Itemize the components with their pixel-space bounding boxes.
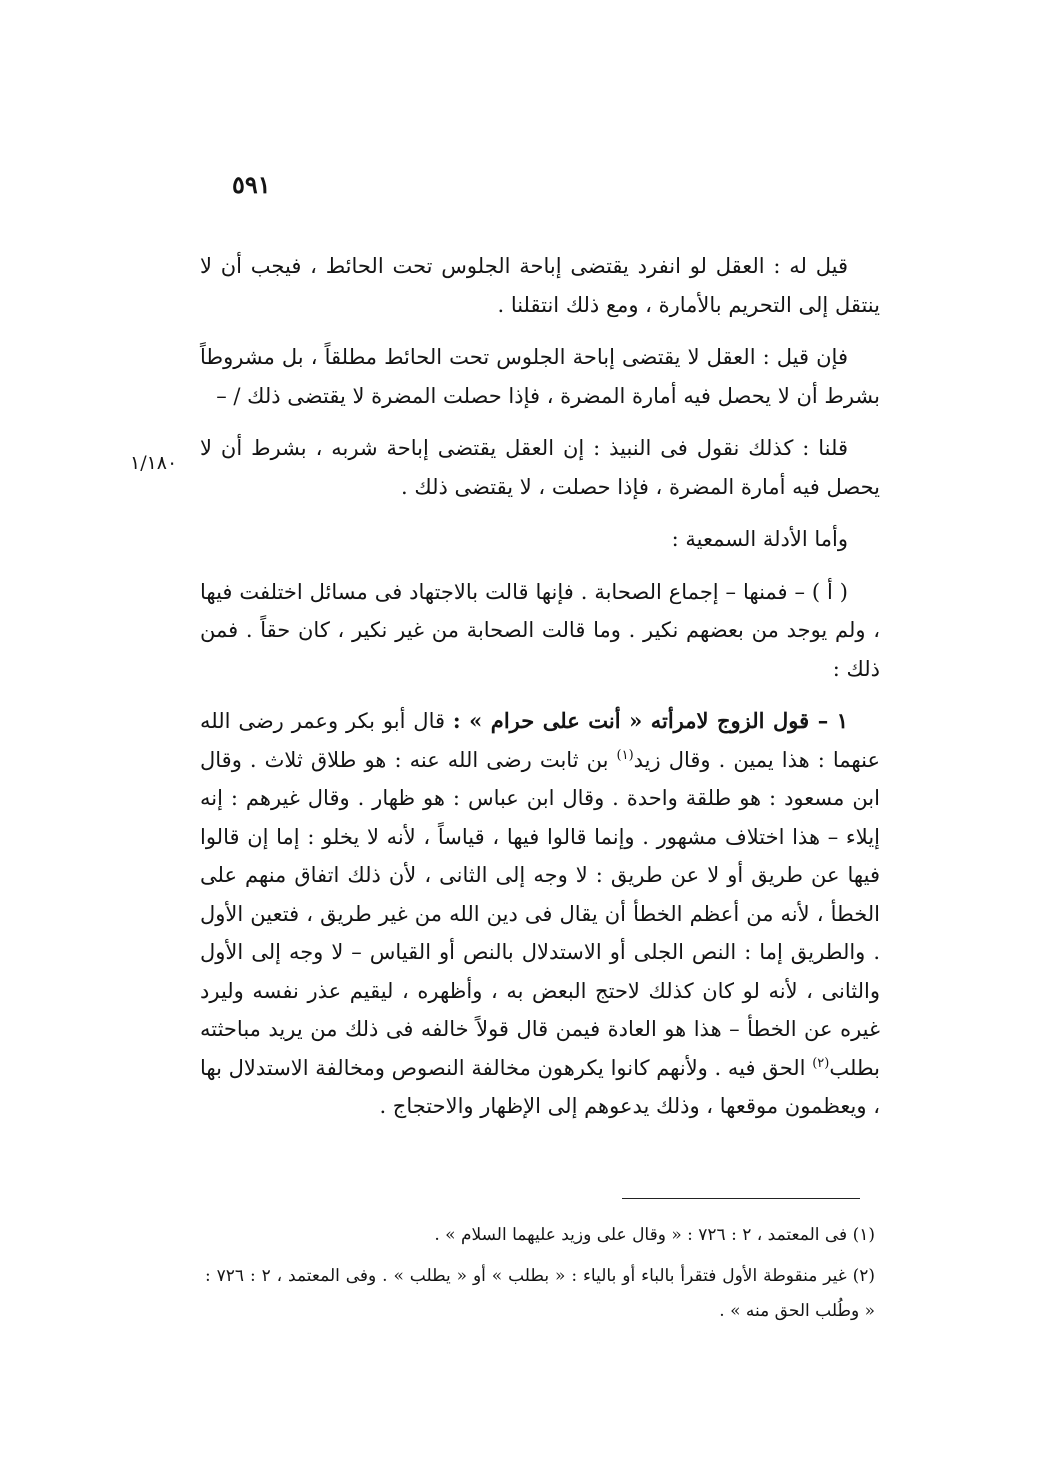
item-1-heading: ١ – قول الزوج لامرأته « أنت على حرام » : (452, 708, 848, 733)
paragraph-1: قيل له : العقل لو انفرد يقتضى إباحة الجلوس تحت الحائط ، فيجب أن لا ينتقل إلى التحريم بالأمارة ، ومع ذلك انتقلنا . (200, 254, 880, 317)
item-1-text-b: بن ثابت رضى الله عنه : هو طلاق ثلاث . وقال ابن مسعود : هو طلقة واحدة . وقال ابن عباس : هو ظهار . وقال غيرهم : إنه إيلاء – هذا اختلاف مشهور . وإنما قالوا فيها ، قياساً ، لأنه لا يخلو : إما إن قالوا فيها عن طريق أو لا عن طريق : لا وجه إلى الثانى ، لأن ذلك اتفاق منهم على الخطأ ، لأنه من أعظم الخطأ أن يقال فى دين الله من غير طريق ، فتعين الأول . والطريق إما : النص الجلى أو الاستدلال بالنص أو القياس – لا وجه إلى الأول والثانى ، لأنه لو كان كذلك لاحتج البعض به ، وأظهره ، ليقيم عذر نفسه وليرد غيره عن الخطأ – هذا هو العادة فيمن قال قولاً خالفه فى ذلك من يريد مباحثته بطلب (200, 747, 880, 1080)
footnote-1: (١) فى المعتمد ، ٢ : ٧٢٦ : « وقال على وزيد عليهما السلام » . (434, 1225, 875, 1245)
footnote-ref-1: (١) (616, 747, 634, 763)
item-1-text-c: الحق فيه . ولأنهم كانوا يكرهون مخالفة النصوص ومخالفة الاستدلال بها ، ويعظمون موقعها ، وذلك يدعوهم إلى الإظهار والاحتجاج . (200, 1055, 880, 1118)
paragraph-ijma: ( أ ) – فمنها – إجماع الصحابة . فإنها قالت بالاجتهاد فى مسائل اختلفت فيها ، ولم يوجد من بعضهم نكير . وما قالت الصحابة من غير نكير ، كان حقاً . فمن ذلك : (200, 579, 880, 681)
footnotes (205, 1218, 875, 1335)
footnote-ref-2: (٢) (812, 1055, 830, 1071)
margin-reference: ١/١٨٠ (130, 452, 178, 474)
footnote-2: (٢) غير منقوطة الأول فتقرأ بالباء أو بالياء : « بطلب » أو « يطلب » . وفى المعتمد ، ٢ : ٧٢٦ : « وطُلب الحق منه » . (205, 1266, 876, 1321)
paragraph-2: فإن قيل : العقل لا يقتضى إباحة الجلوس تحت الحائط مطلقاً ، بل مشروطاً بشرط أن لا يحصل فيه أمارة المضرة ، فإذا حصلت المضرة لا يقتضى ذلك / – (200, 345, 880, 408)
paragraph-item-1 (200, 702, 880, 1126)
paragraph-3: قلنا : كذلك نقول فى النبيذ : إن العقل يقتضى إباحة شربه ، بشرط أن لا يحصل فيه أمارة المضرة ، فإذا حصلت ، لا يقتضى ذلك . (200, 436, 880, 499)
main-text (200, 247, 880, 1140)
footnote-divider (622, 1198, 860, 1199)
page-number: ٥٩١ (232, 170, 271, 199)
item-1-text-a: قال أبو بكر وعمر رضى الله عنهما : هذا يمين . وقال زيد (200, 709, 880, 772)
section-heading-sam3iya: وأما الأدلة السمعية : (671, 527, 848, 551)
